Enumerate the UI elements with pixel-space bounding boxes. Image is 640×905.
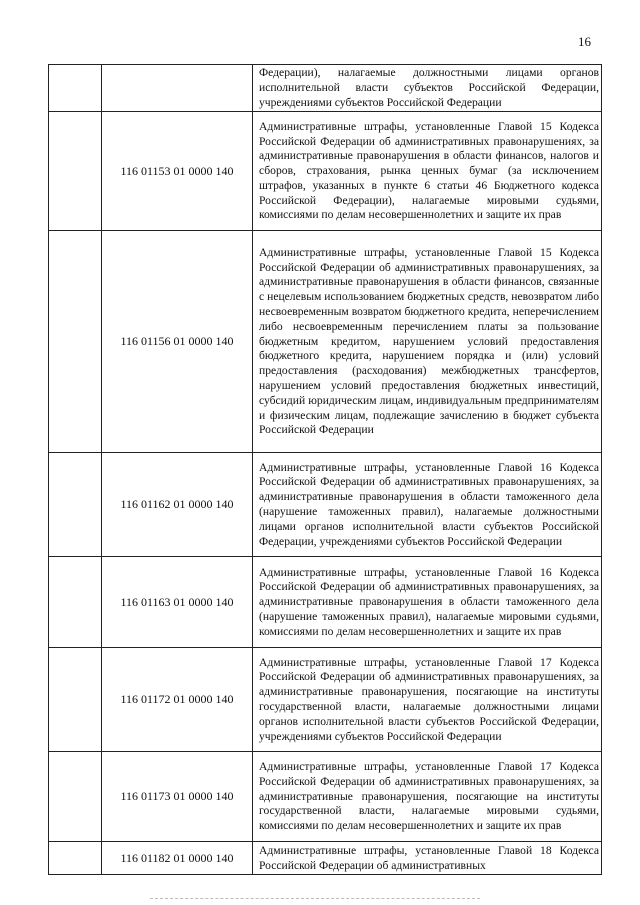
empty-cell bbox=[49, 231, 102, 453]
table-row bbox=[49, 453, 602, 557]
empty-cell bbox=[49, 557, 102, 648]
empty-cell bbox=[49, 842, 102, 875]
budget-code-cell: 116 01162 01 0000 140 bbox=[102, 453, 253, 557]
budget-code-cell: 116 01153 01 0000 140 bbox=[102, 112, 253, 231]
budget-code-cell: 116 01173 01 0000 140 bbox=[102, 752, 253, 842]
table-row bbox=[49, 752, 602, 842]
description-cell: Административные штрафы, установленные Главой 17 Кодекса Российской Федерации об административных правонарушениях, за административные правонарушения, посягающие на институты государственной власти, налагаемые мировыми судьями, комиссиями по делам несовершеннолетних и защите их прав bbox=[253, 752, 602, 842]
table-row bbox=[49, 65, 602, 112]
description-cell: Административные штрафы, установленные Главой 17 Кодекса Российской Федерации об административных правонарушениях, за административные правонарушения, посягающие на институты государственной власти, налагаемые должностными лицами органов исполнительной власти субъектов Российской Федерации, учреждениями субъектов Российской Федерации bbox=[253, 648, 602, 752]
empty-cell bbox=[49, 112, 102, 231]
description-cell: Административные штрафы, установленные Главой 15 Кодекса Российской Федерации об административных правонарушениях, за административные правонарушения в области финансов, связанные с нецелевым использованием бюджетных средств, невозвратом либо несвоевременным возвратом бюджетного кредита, неперечислением либо несвоевременным перечислением платы за пользование бюджетным кредитом, нарушением условий предоставления бюджетного кредита, нарушением порядка и (или) условий предоставления (расходования) межбюджетных трансфертов, нарушением условий предоставления бюджетных инвестиций, субсидий юридическим лицам, индивидуальным предпринимателям и физическим лицам, подлежащие зачислению в бюджет субъекта Российской Федерации bbox=[253, 231, 602, 453]
budget-code-cell: 116 01156 01 0000 140 bbox=[102, 231, 253, 453]
scan-artifact bbox=[150, 898, 480, 901]
page-number: 16 bbox=[578, 34, 591, 49]
description-cell: Административные штрафы, установленные Главой 16 Кодекса Российской Федерации об административных правонарушениях, за административные правонарушения в области таможенного дела (нарушение таможенных правил), налагаемые мировыми судьями, комиссиями по делам несовершеннолетних и защите их прав bbox=[253, 557, 602, 648]
budget-code-cell: 116 01163 01 0000 140 bbox=[102, 557, 253, 648]
budget-code-cell: 116 01172 01 0000 140 bbox=[102, 648, 253, 752]
description-cell: Административные штрафы, установленные Главой 18 Кодекса Российской Федерации об административных bbox=[253, 842, 602, 875]
description-cell: Административные штрафы, установленные Главой 16 Кодекса Российской Федерации об административных правонарушениях, за административные правонарушения в области таможенного дела (нарушение таможенных правил), налагаемые должностными лицами органов исполнительной власти субъектов Российской Федерации, учреждениями субъектов Российской Федерации bbox=[253, 453, 602, 557]
description-cell: Административные штрафы, установленные Главой 15 Кодекса Российской Федерации об административных правонарушениях, за административные правонарушения в области финансов, налогов и сборов, страхования, рынка ценных бумаг (за исключением штрафов, указанных в пункте 6 статьи 46 Бюджетного кодекса Российской Федерации), налагаемые мировыми судьями, комиссиями по делам несовершеннолетних и защите их прав bbox=[253, 112, 602, 231]
table-row bbox=[49, 842, 602, 875]
description-cell: Федерации), налагаемые должностными лицами органов исполнительной власти субъектов Российской Федерации, учреждениями субъектов Российской Федерации bbox=[253, 65, 602, 112]
empty-cell bbox=[49, 752, 102, 842]
table-row bbox=[49, 231, 602, 453]
table-row bbox=[49, 557, 602, 648]
budget-codes-table bbox=[48, 64, 602, 875]
empty-cell bbox=[49, 65, 102, 112]
table-row bbox=[49, 648, 602, 752]
budget-code-cell: 116 01182 01 0000 140 bbox=[102, 842, 253, 875]
table-row bbox=[49, 112, 602, 231]
budget-code-cell bbox=[102, 65, 253, 112]
empty-cell bbox=[49, 453, 102, 557]
empty-cell bbox=[49, 648, 102, 752]
